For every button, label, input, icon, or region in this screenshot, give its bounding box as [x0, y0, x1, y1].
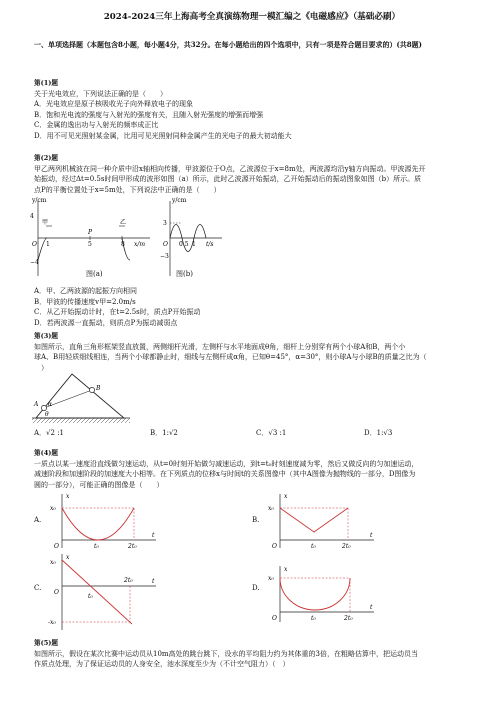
- question-2-options: [34, 286, 474, 328]
- question-1-number: 第(1)题: [34, 79, 59, 87]
- graph-c-x-label: x: [66, 554, 70, 561]
- graph-b-option: B.: [252, 516, 260, 524]
- question-2-stem-line-1: 甲乙两列机械波在同一种介质中沿x轴相向传播，甲波源位于O点，乙波源位于x=8m处，两波源均沿y轴方向振动。甲波源先开: [34, 164, 426, 173]
- graph-a-t0: t₀: [94, 543, 99, 550]
- fig-b-top-value: 3: [163, 220, 167, 227]
- graph-a-2t0: 2t₀: [128, 543, 137, 550]
- question-3-stem-line-1: 如图所示，直角三角形框架竖直放置，两侧细杆光滑，左侧杆与水平地面成θ角，细杆上分别穿有两个小球A和B，两个小: [34, 342, 406, 351]
- fig-b-tick-05: 0.5: [179, 241, 189, 248]
- q2-option-c: C．从乙开始振动计时，在t=2.5s时，质点P开始振动: [34, 308, 201, 316]
- q1-option-c: C．金属的逸出功与入射光的频率成正比: [34, 121, 159, 129]
- graph-b-t-label: t: [370, 532, 373, 539]
- fig-a-bottom-value: −4: [30, 259, 39, 266]
- graph-c-line: [62, 560, 132, 624]
- question-3-stem-line-2: 球A、B用轻质细线相连，当两个小球都静止时，细线与左侧杆成α角，已知θ=45°，α=30°，则小球A与小球B的质量之比为（: [34, 353, 427, 361]
- q2-option-b: B．甲波的传播速度v甲=2.0m/s: [34, 297, 136, 306]
- graph-d-x-label: x: [284, 566, 288, 573]
- fig-a-tick-1: 1: [46, 241, 50, 248]
- graph-c-t-label: t: [152, 578, 155, 585]
- fig-a-tick-5: 5: [88, 241, 92, 248]
- q2-option-a: A．甲、乙两波源的起振方向相同: [34, 287, 138, 295]
- section-heading: 一、单项选择题（本题包含8小题，每小题4分，共32分。在每小题给出的四个选项中，只有一项是符合题目要求的）(共8题): [34, 40, 422, 49]
- label-alpha: α: [48, 401, 53, 408]
- graph-b-y-tick: x₀: [268, 505, 274, 512]
- figure-triangle-frame: [30, 366, 132, 426]
- q3-option-d: D．1:√3: [364, 429, 393, 437]
- question-3-options: [34, 428, 474, 439]
- question-5-stem-line-1: 如图所示，假设在某次比赛中运动员从10m高处的跳台跳下，设水的平均阻力约为其体重的3倍，在粗略估算中，把运动员当: [34, 649, 418, 658]
- question-3-stem-line-3: ）: [34, 363, 48, 372]
- fig-b-origin: O: [163, 241, 168, 248]
- graph-d-arc: [280, 578, 350, 610]
- label-a: A: [34, 401, 39, 408]
- graph-b-x-label: x: [284, 493, 288, 500]
- q2-option-d: D．若两波源一直振动，则质点P为振动减弱点: [34, 318, 178, 327]
- graph-d-2t0: 2t₀: [344, 615, 353, 622]
- ball-a: [41, 405, 46, 410]
- ground-hatch: [32, 418, 130, 423]
- question-1-stem: 关于光电效应，下列说法正确的是（ ）: [34, 89, 167, 98]
- question-4: [34, 448, 474, 490]
- question-5-number: 第(5)题: [34, 639, 59, 647]
- fig-a-origin: O: [32, 241, 37, 248]
- fig-a-tick-8: 8: [121, 241, 125, 248]
- ball-b: [89, 387, 94, 392]
- graph-c-y-tick: x₀: [50, 559, 56, 566]
- graph-a-x-label: x: [66, 493, 70, 500]
- fig-a-wave-yi-label: 乙: [120, 219, 127, 226]
- graph-c-t0: t₀: [88, 593, 93, 600]
- graph-a-curve: [62, 508, 134, 540]
- graph-b-curve: [280, 508, 348, 532]
- question-4-stem-line-2: 减速阶段和加速阶段的加速度大小相等。在下列质点的位移x与时间t的关系图像中（其中A图像为抛物线的一部分，D图像为: [34, 470, 416, 478]
- fig-a-y-label: y/cm: [32, 197, 47, 204]
- graph-d-origin: O: [272, 615, 277, 622]
- q1-option-d: D．用不可见光照射某金属，比用可见光照射同种金属产生的光电子的最大初动能大: [34, 131, 292, 140]
- document-title: 2024-2024三年上海高考全真演练物理一模汇编之《电磁感应》（基础必刷）: [103, 12, 401, 22]
- graph-b: [266, 490, 378, 552]
- graph-a: [48, 490, 160, 552]
- graph-c: [48, 552, 160, 632]
- graph-d-t0: t₀: [311, 615, 316, 622]
- q3-option-b: B．1:√2: [150, 429, 178, 437]
- question-3-number: 第(3)题: [34, 332, 59, 340]
- graph-a-t-label: t: [152, 532, 155, 539]
- graph-c-option: C.: [34, 584, 42, 592]
- label-b: B: [96, 385, 101, 392]
- fig-a-x-label: x/m: [134, 241, 146, 248]
- graph-c-origin: O: [54, 589, 59, 596]
- q1-option-b: B．饱和光电流的强度与入射光的强度有关，且随入射光强度的增强而增强: [34, 110, 264, 119]
- question-4-number: 第(4)题: [34, 449, 59, 457]
- question-2-stem-line-3: 点P的平衡位置处于x=5m处，下列说法中正确的是（ ）: [34, 185, 221, 194]
- graph-b-t0: t₀: [311, 543, 316, 550]
- graph-c-2t0: 2t₀: [124, 577, 133, 584]
- question-5: [34, 638, 474, 670]
- question-2: [34, 153, 474, 195]
- q1-option-a: A．光电效应是原子核吸收光子向外释放电子的现象: [34, 100, 194, 108]
- fig-a-point-p: P: [88, 229, 93, 236]
- question-4-stem-line-3: 圆的一部分），可能正确的图像是（ ）: [34, 480, 164, 489]
- graph-b-2t0: 2t₀: [342, 543, 351, 550]
- figure-b-caption: 图(b): [176, 270, 193, 278]
- fig-a-top-value: 4: [30, 213, 34, 220]
- q3-option-a: A．√2 :1: [34, 429, 65, 437]
- graph-b-origin: O: [272, 543, 277, 550]
- fig-b-tick-1: 1: [192, 241, 196, 248]
- graph-d-t-label: t: [370, 604, 373, 611]
- fig-a-wave-jia-label: 甲: [42, 219, 49, 226]
- figure-a-caption: 图(a): [86, 270, 103, 278]
- q3-option-c: C．√3 :1: [256, 429, 287, 437]
- graph-d-y-tick: x₀: [268, 575, 274, 582]
- graph-d-option: D.: [252, 584, 260, 592]
- fig-b-t-label: t/s: [206, 241, 214, 248]
- graph-a-y-tick: x₀: [50, 505, 56, 512]
- graph-a-origin: O: [54, 543, 59, 550]
- question-5-stem-line-2: 作质点处理，为了保证运动员的人身安全，池水深度至少为（不计空气阻力）（ ）: [34, 660, 290, 668]
- question-4-stem-line-1: 一质点以某一速度沿直线做匀速运动，从t=0时刻开始做匀减速运动，到t=t₀时刻速度减为零，然后又做反向的匀加速运动，: [34, 459, 419, 468]
- label-theta: θ: [45, 411, 49, 418]
- graph-c-y-tick-neg: -x₀: [48, 619, 56, 626]
- graph-d: [266, 564, 378, 626]
- fig-b-bottom-value: −3: [160, 253, 169, 260]
- question-2-stem-line-2: 始振动，经过Δt=0.5s时间甲形成的波形如图（a）所示，此时乙波源开始振动，乙开始振动后的振动图象如图（b）所示。质: [34, 175, 422, 183]
- graph-a-option: A.: [34, 516, 42, 524]
- question-2-number: 第(2)题: [34, 154, 59, 162]
- question-1: [34, 78, 474, 141]
- triangle-frame: [36, 374, 124, 418]
- fig-b-y-label: y/cm: [172, 197, 187, 204]
